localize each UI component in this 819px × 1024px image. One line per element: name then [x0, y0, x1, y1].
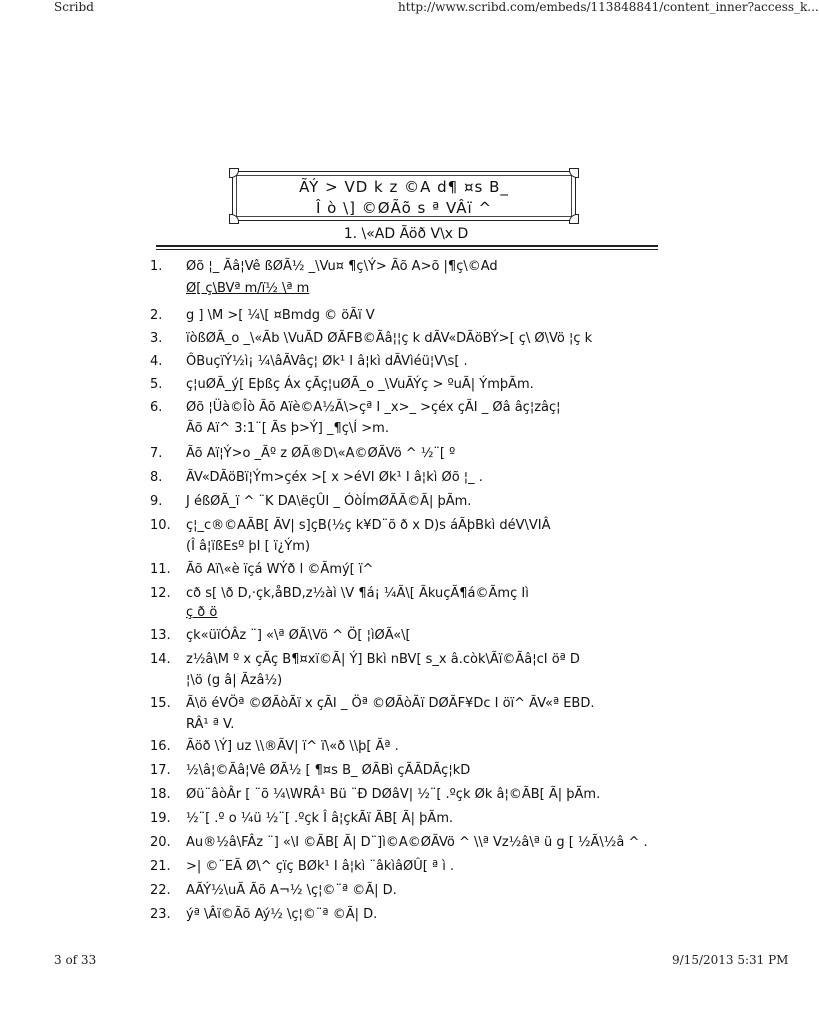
list-item-number: 3. [150, 331, 163, 346]
list-item-number: 8. [150, 470, 163, 485]
list-item-text: ç ð ö [186, 605, 218, 620]
list-item-number: 13. [150, 628, 171, 643]
page-counter: 3 of 33 [54, 953, 97, 967]
list-item-text: g ] \M >[ ¼\[ ¤Bmdg © öÃï V [186, 308, 375, 323]
list-item-text: Ãõ Aï\«è ïçá WÝð I ©Ãmý[ ï^ [186, 562, 374, 577]
list-item-text: Ãöð \Ý] uz \\®ÃV| ï^ ï\«ð \\þ[ Ãª . [186, 739, 399, 754]
list-item-number: 7. [150, 446, 163, 461]
list-item-number: 1. [150, 259, 163, 274]
list-item-number: 17. [150, 763, 171, 778]
list-item-text: J éßØÃ_ï ^ ¨K DA\ëçÛI _ ÓòÍmØÃÃ©Ã| þÃm. [186, 494, 472, 509]
document-title-line-2: Î ò \] ©ØÃõ s ª VÂï ^ [315, 199, 493, 217]
list-item-number: 18. [150, 787, 171, 802]
list-item-text: Au®½â\FÂz ¨] «\I ©ÃB[ Ã| D¨]ì©A©ØÃVö ^ \\ª Vz½â\ª ü g [ ½Ã\½â ^ . [186, 835, 648, 850]
section-title: 1. \«AD Ãöð V\x D [343, 226, 469, 242]
list-item-text: çk«üïÓÂz ¨] «\ª ØÃ\Vö ^ Ö[ ¦ìØÃ«\[ [186, 628, 411, 643]
list-item-text: Øü¨âòÂr [ ¨õ ¼\WRÂ¹ Bü ¨Ð DØâV| ½¨[ .ºçk Øk â¦©ÃB[ Ã| þÃm. [186, 787, 601, 802]
list-item-text: RÂ¹ ª V. [186, 717, 235, 732]
list-item-text: z½â\M º x çÃç B¶¤xï©Ã| Ý] Bkì nBV[ s_x â.còk\Ãï©Ãâ¦cI öª D [186, 652, 580, 667]
header-url[interactable]: http://www.scribd.com/embeds/113848841/content_inner?access_k... [398, 0, 819, 14]
print-timestamp: 9/15/2013 5:31 PM [672, 953, 789, 967]
list-item-number: 19. [150, 811, 171, 826]
list-item-number: 20. [150, 835, 171, 850]
list-item-text: (Î â¦ïßEsº þI [ ï¿Ým) [186, 539, 311, 554]
list-item-number: 10. [150, 518, 171, 533]
list-item-text: Ã\ö éVÖª ©ØÃòÃï x çÃI _ Öª ©ØÃòÃï DØÃF¥Dc I öï^ ÃV«ª EBD. [186, 696, 595, 711]
list-item-text: Ãõ Aï¦Ý>o _Ãº z ØÃ®D\«A©ØÃVö ^ ½¨[ º [186, 446, 456, 461]
list-item-number: 2. [150, 308, 163, 323]
list-item-text: >| ©¨EÃ Ø\^ çïç BØk¹ I â¦kì ¨âkìâØÛ[ ª ì . [186, 859, 455, 874]
list-item-number: 21. [150, 859, 171, 874]
section-divider [156, 245, 658, 247]
list-item-number: 23. [150, 907, 171, 922]
document-title-line-1: ÃÝ > VD k z ©A d¶ ¤s B_ [299, 178, 509, 196]
list-item-number: 16. [150, 739, 171, 754]
list-item-text: AÃÝ½\uÃ Ãõ A¬½ \ç¦©¨ª ©Ã| D. [186, 883, 397, 898]
list-item-text: ½¨[ .º o ¼ü ½¨[ .ºçk Î â¦çkÃï ÃB[ Ã| þÃm. [186, 811, 454, 826]
list-item-text: ÔBuçïÝ½ì¡ ¼\âÃVâç¦ Øk¹ I â¦kì dÃVìéü¦V\s[ . [186, 354, 468, 369]
list-item-text: Øõ ¦Üà©Îò Ãõ Aïè©A½Ã\>çª I _x>_ >çéx çÃI _ Øâ âç¦zâç¦ [186, 400, 561, 415]
frame-corner-ornament [569, 168, 579, 178]
list-item-number: 14. [150, 652, 171, 667]
list-item-text: ç¦uØÃ_ý[ Eþßç Áx çÃç¦uØÃ_o _\VuÃÝç > ºuÃ| ÝmþÃm. [186, 377, 534, 392]
section-divider [156, 249, 658, 250]
frame-corner-ornament [229, 168, 239, 178]
list-item-number: 5. [150, 377, 163, 392]
list-item-number: 6. [150, 400, 163, 415]
list-item-text: Ãõ Aï^ 3:1¨[ Ãs þ>Ý] _¶ç\Í >m. [186, 421, 389, 436]
list-item-number: 12. [150, 586, 171, 601]
list-item-number: 22. [150, 883, 171, 898]
browser-print-header [0, 0, 819, 16]
browser-print-footer [0, 953, 789, 969]
list-item-text: ÃV«DÃöBï¦Ým>çéx >[ x >éVI Øk¹ I â¦kì Øõ ¦_ . [186, 470, 483, 485]
list-item-number: 15. [150, 696, 171, 711]
list-item-number: 9. [150, 494, 163, 509]
list-item-text: ïòßØÃ_o _\«Ãb \VuÃD ØÃFB©Ãâ¦¦ç k dÃV«DÃöBÝ>[ ç\ Ø\Vö ¦ç k [186, 331, 593, 346]
list-item-number: 11. [150, 562, 171, 577]
header-app-name: Scribd [54, 0, 94, 14]
list-item-text: ½\â¦©Ãâ¦Vê ØÃ½ [ ¶¤s B_ ØÃBì çÃÃDÃç¦kD [186, 763, 471, 778]
list-item-text: ¦\ö (g â| Ãzâ½) [186, 673, 283, 688]
list-item-number: 4. [150, 354, 163, 369]
document-title-frame [232, 171, 576, 221]
list-item-text: cð s[ \ð D,·çk,åBD,z½àì \V ¶á¡ ¼Ã\[ ÃkuçÃ¶á©Ãmç Iì [186, 586, 529, 601]
list-item-text: ýª \Âï©Ãõ Aý½ \ç¦©¨ª ©Ã| D. [186, 907, 378, 922]
list-item-text: Øõ ¦_ Ãâ¦Vê ßØÃ½ _\Vu¤ ¶ç\Ý> Ãõ A>õ |¶ç\©Ad [186, 259, 498, 274]
list-item-text: Ø[ ç\BVª m/ï½ \ª m [186, 281, 310, 296]
list-item-text: ç¦_c®©AÃB[ ÃV| s]çB(½ç k¥D¨õ ð x D)s áÃþBkì déV\VIÂ [186, 518, 551, 533]
